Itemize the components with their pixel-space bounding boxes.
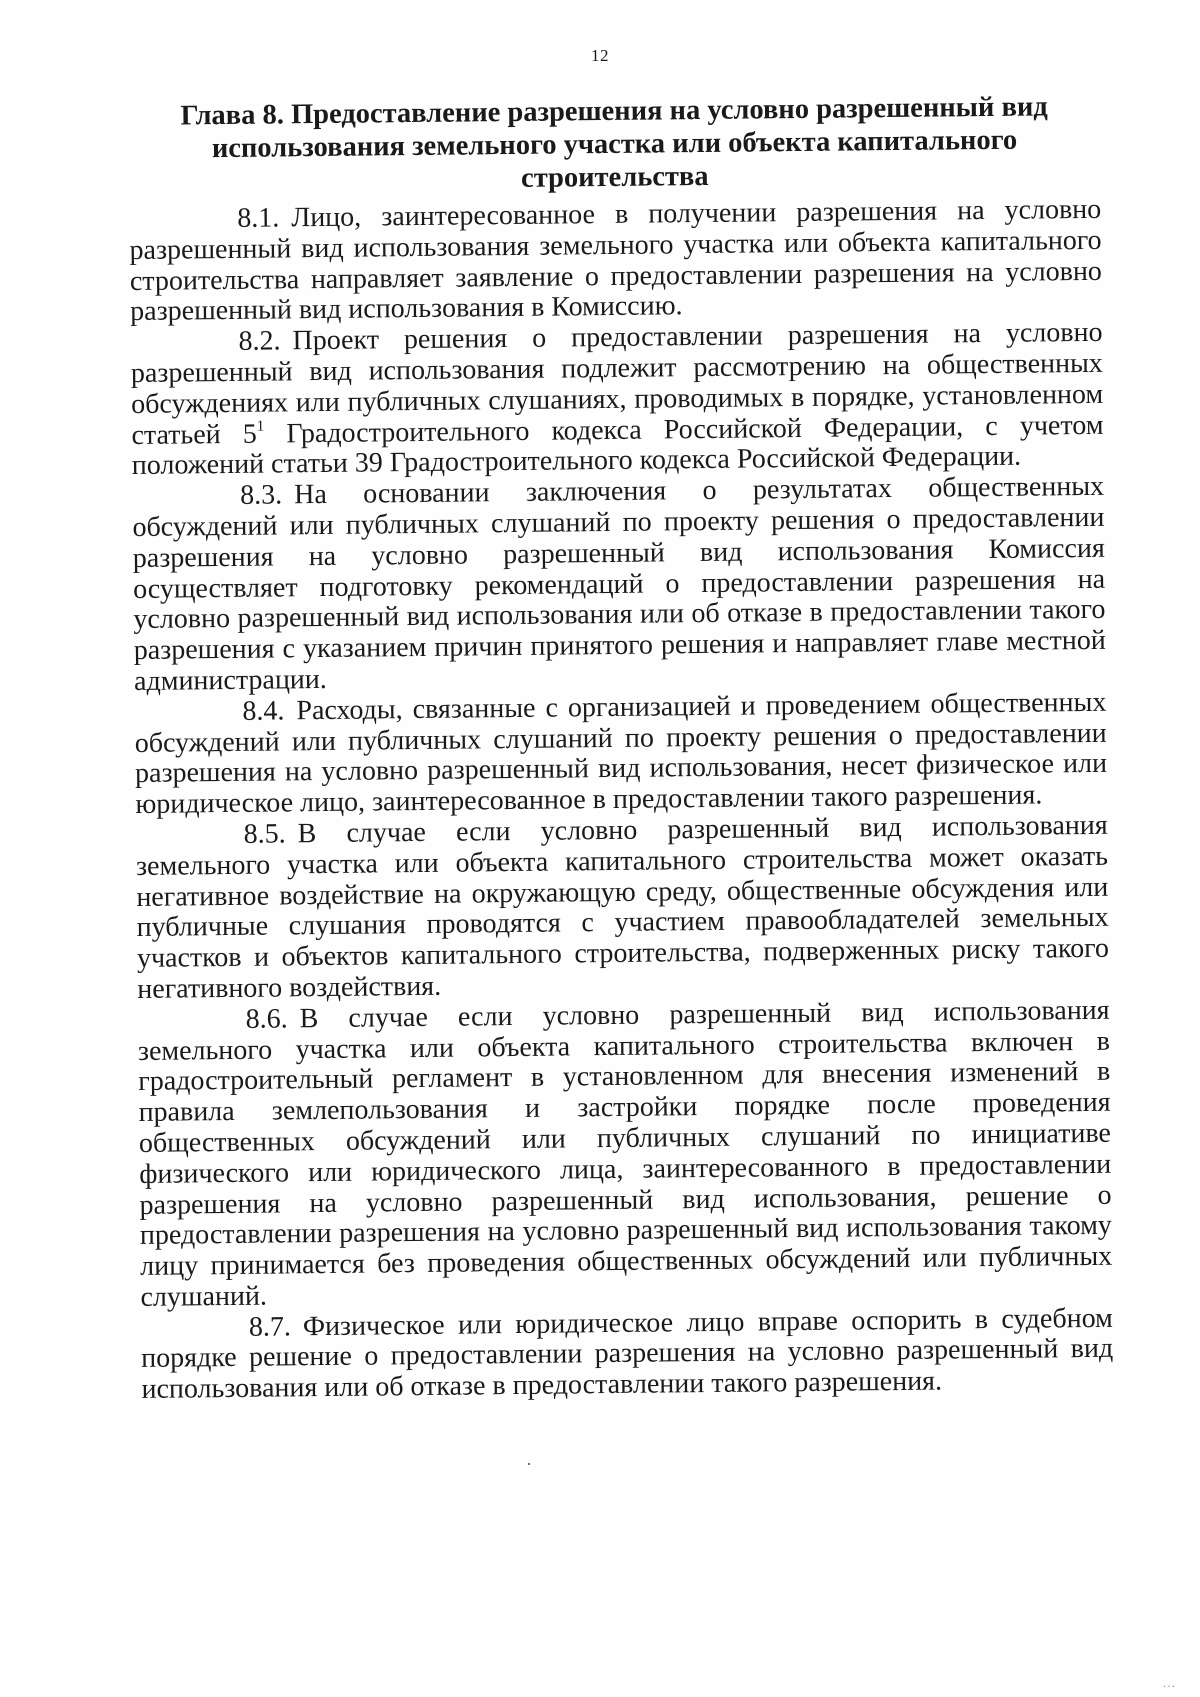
paragraph-text: Физическое или юридическое лицо вправе оспорить в судебном порядке решение о предоставлении разрешения на условно разрешенный вид использования или об отказе в предоставлении такого разрешения. xyxy=(141,1302,1114,1406)
paragraph-number: 8.7. xyxy=(248,1311,292,1343)
paragraph-8-3 xyxy=(132,472,1106,698)
scan-dot-mark: · xyxy=(526,1454,532,1474)
paragraph-text: В случае если условно разрешенный вид использования земельного участка или объекта капитального строительства включен в градостроительный регламент в установленном для внесения изменений в правила землепользования и застройки порядке после проведения общественных обсуждений или публичных слушаний по инициативе физического или юридического лица, заинтересованного в предоставлении разрешения на условно разрешенный вид использования, решение о предоставлении разрешения на условно разрешенный вид использования такому лицу принимается без проведения общественных обсуждений или публичных слушаний. xyxy=(137,994,1113,1313)
paragraph-8-1 xyxy=(129,195,1102,328)
scan-corner-mark: ··· xyxy=(1163,1682,1176,1693)
paragraph-8-2 xyxy=(130,318,1104,482)
document-body xyxy=(128,90,1114,1406)
paragraph-text: В случае если условно разрешенный вид использования земельного участка или объекта капитального строительства может оказать негативное воздействие на окружающую среду, общественные обсуждения или публичные слушания проводятся с участием правообладателей земельных участков и объектов капитального строительства, подверженных риску такого негативного воздействия. xyxy=(135,809,1110,1005)
article-superscript: 1 xyxy=(256,418,265,435)
chapter-title: Глава 8. Предоставление разрешения на условно разрешенный вид использования земельного участка или объекта капитального строительства xyxy=(180,91,1048,194)
paragraph-number: 8.5. xyxy=(243,818,286,850)
paragraph-number: 8.3. xyxy=(239,479,283,512)
paragraph-8-6 xyxy=(137,995,1112,1313)
paragraph-8-5 xyxy=(136,811,1110,1006)
paragraph-text: Расходы, связанные с организацией и проведением общественных обсуждений или публичных слушаний по проекту решения о предоставлении разрешения на условно разрешенный вид использования, несет физическое или юридическое лицо, заинтересованное в предоставлении такого разрешения. xyxy=(134,686,1108,821)
paragraph-number: 8.4. xyxy=(242,695,285,727)
paragraph-number: 8.6. xyxy=(245,1003,288,1035)
page-number: 12 xyxy=(591,46,609,65)
paragraph-text: Лицо, заинтересованное в получении разрешения на условно разрешенный вид использования земельного участка или объекта капитального строительства направляет заявление о предоставлении разрешения на условно разрешенный вид использования в Комиссию. xyxy=(129,193,1103,328)
paragraph-number: 8.2. xyxy=(238,325,281,358)
paragraph-text: Проект решения о предоставлении разрешения на условно разрешенный вид использования подлежит рассмотрению на общественных обсуждениях или публичных слушаниях, проводимых в порядке, установленном статьей 5 xyxy=(130,316,1104,451)
paragraph-text: На основании заключения о результатах общественных обсуждений или публичных слушаний по проекту решения о предоставлении разрешения на условно разрешенный вид использования Комиссия осуществляет подготовку рекомендаций о предоставлении разрешения на условно разрешенный вид использования или об отказе в предоставлении такого разрешения с указанием причин принятого решения и направляет главе местной администрации. xyxy=(132,470,1106,697)
paragraph-number: 8.1. xyxy=(237,202,280,234)
paragraph-8-4 xyxy=(134,688,1107,821)
paragraph-8-7 xyxy=(141,1303,1114,1406)
paragraph-text-continued: Градостроительного кодекса Российской Федерации, с учетом положений статьи 39 Градостроительного кодекса Российской Федерации. xyxy=(131,409,1104,482)
